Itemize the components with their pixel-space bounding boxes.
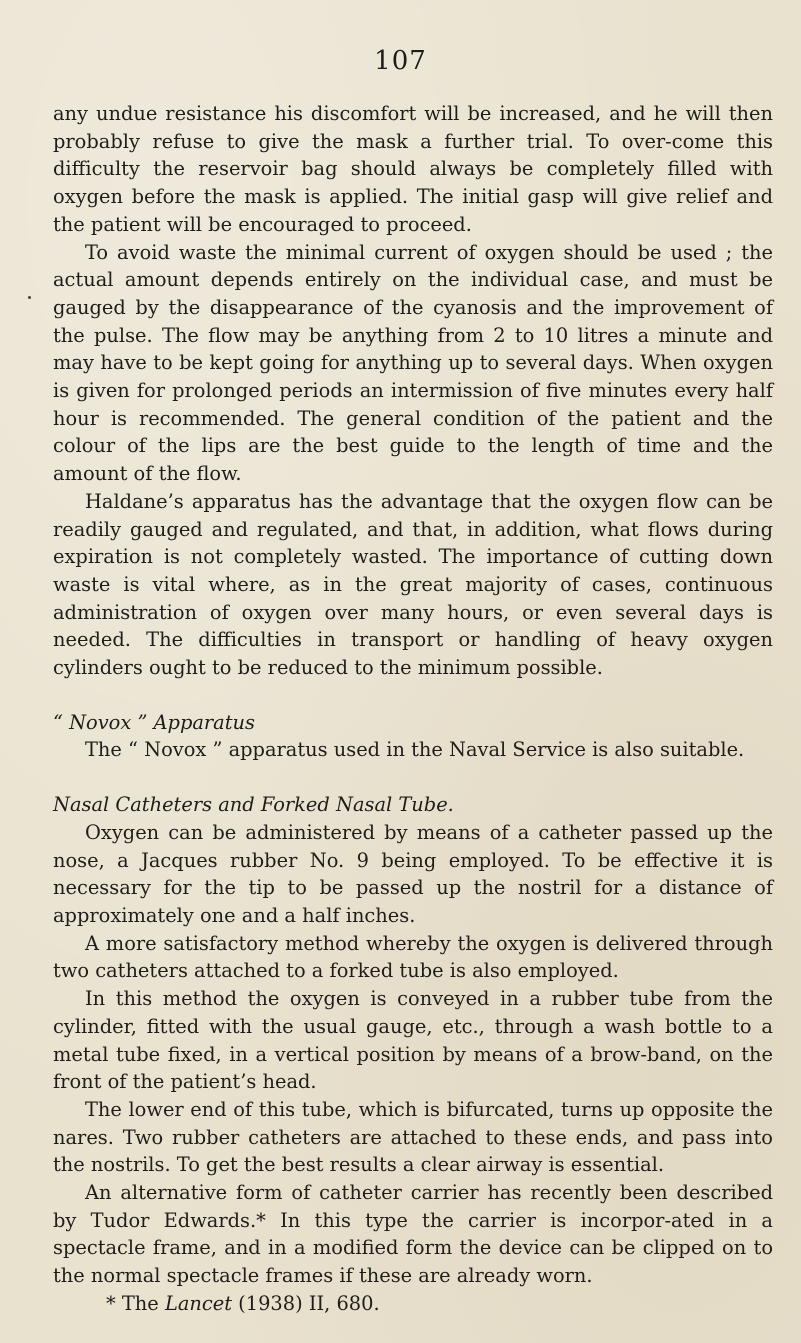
paragraph-novox: The “ Novox ” apparatus used in the Naval Service is also suitable. bbox=[85, 738, 745, 762]
paragraph-alternative-carrier: An alternative form of catheter carrier has recently been described by Tudor Edwards.* In this type the carrier is incorpor-ated in a spectacle frame, and in a modified form the device can be clipped on to the normal spectacle frames if these are already worn. bbox=[53, 1181, 773, 1288]
paragraph-continuation: any undue resistance his discomfort will be increased, and he will then probably refuse to give the mask a further trial. To over-come this difficulty the reservoir bag should always be completely filled with oxygen before the mask is applied. The initial gasp will give relief and the patient will be encouraged to proceed. bbox=[53, 102, 773, 236]
footnote-journal: Lancet bbox=[164, 1291, 232, 1315]
paragraph-nasal-catheter: Oxygen can be administered by means of a catheter passed up the nose, a Jacques rubber No. 9 being employed. To be effective it is necessary for the tip to be passed up the nostril for a distance of approximately one and a half inches. bbox=[53, 820, 773, 927]
paragraph-method-description: In this method the oxygen is conveyed in a rubber tube from the cylinder, fitted with the usual gauge, etc., through a wash bottle to a metal tube fixed, in a vertical position by means of a brow-band, on the front of the patient’s head. bbox=[53, 987, 773, 1094]
paragraph-haldane-apparatus: Haldane’s apparatus has the advantage that the oxygen flow can be readily gauged and regulated, and that, in addition, what flows during expiration is not completely wasted. The importance of cutting down waste is vital where, as in the great majority of cases, continuous administration of oxygen over many hours, or even several days is needed. The difficulties in transport or handling of heavy oxygen cylinders ought to be reduced to the minimum possible. bbox=[53, 489, 773, 680]
page-number: 107 bbox=[374, 46, 427, 76]
paragraph-bifurcated-tube: The lower end of this tube, which is bifurcated, turns up opposite the nares. Two rubber catheters are attached to these ends, and pass into the nostrils. To get the best results a clear airway is essential. bbox=[53, 1097, 773, 1177]
section-heading-nasal-catheters: Nasal Catheters and Forked Nasal Tube. bbox=[53, 793, 454, 817]
footnote-marker: * The bbox=[106, 1291, 159, 1315]
footnote-citation: (1938) II, 680. bbox=[238, 1291, 380, 1315]
body-text bbox=[53, 100, 773, 1318]
section-heading-novox: “ Novox ” Apparatus bbox=[53, 710, 255, 734]
paragraph-oxygen-waste: To avoid waste the minimal current of oxygen should be used ; the actual amount depends entirely on the individual case, and must be gauged by the disappearance of the cyanosis and the improvement of the pulse. The flow may be anything from 2 to 10 litres a minute and may have to be kept going for anything up to several days. When oxygen is given for prolonged periods an intermission of five minutes every half hour is recommended. The general condition of the patient and the colour of the lips are the best guide to the length of time and the amount of the flow. bbox=[53, 240, 773, 486]
paragraph-forked-tube: A more satisfactory method whereby the oxygen is delivered through two catheters attached to a forked tube is also employed. bbox=[53, 931, 773, 983]
footnote bbox=[53, 1290, 773, 1318]
margin-mark bbox=[28, 296, 31, 299]
